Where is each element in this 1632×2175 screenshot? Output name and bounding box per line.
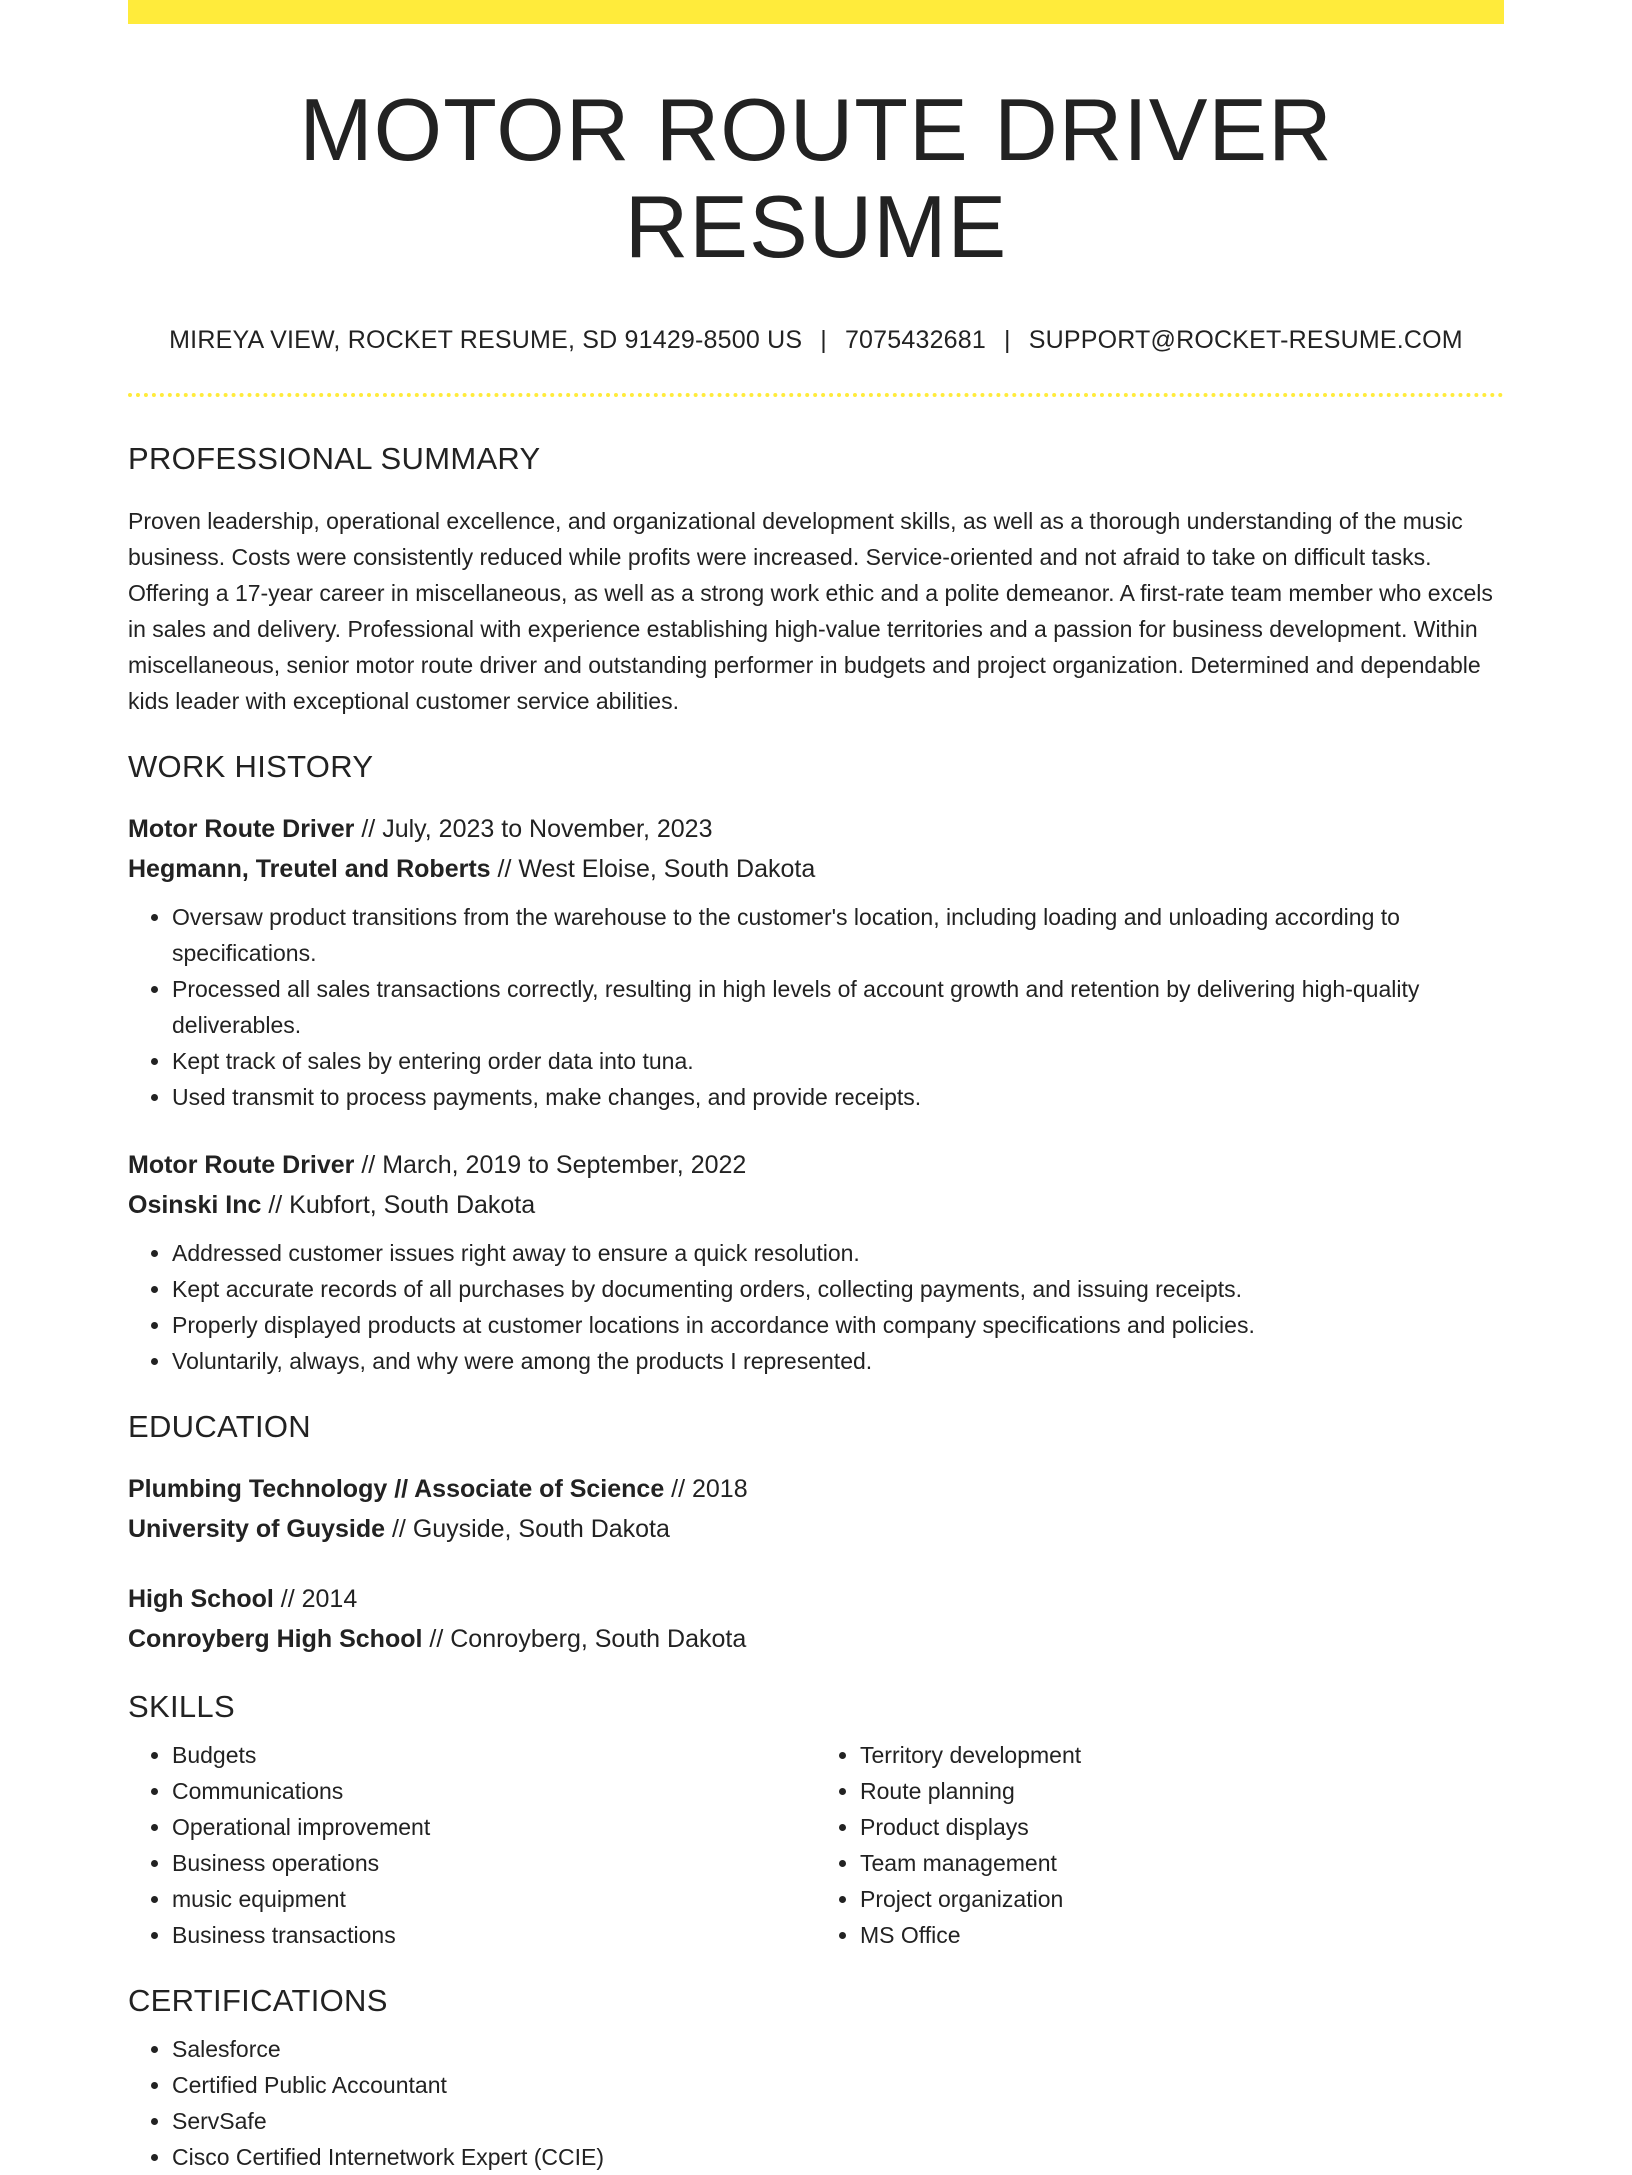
education-entry xyxy=(128,1579,1504,1659)
list-item: • Communications xyxy=(172,1773,816,1809)
accent-bar xyxy=(128,0,1504,24)
job-company: Hegmann, Treutel and Roberts xyxy=(128,854,491,883)
list-item: • Addressed customer issues right away to ensure a quick resolution. xyxy=(172,1235,1504,1271)
list-item: • Route planning xyxy=(860,1773,1504,1809)
contact-phone: 7075432681 xyxy=(844,325,986,354)
summary-text: Proven leadership, operational excellence, and organizational development skills, as well as a thorough understanding of the music business. Costs were consistently reduced while profits were increased. Service-oriented and not afraid to take on difficult tasks. Offering a 17-year career in miscellaneous, as well as a strong work ethic and a polite demeanor. A first-rate team member who excels in sales and delivery. Professional with experience establishing high-value territories and a passion for business development. Within miscellaneous, senior motor route driver and outstanding performer in budgets and project organization. Determined and dependable kids leader with exceptional customer service abilities. xyxy=(128,507,1493,714)
list-item: • Used transmit to process payments, make changes, and provide receipts. xyxy=(172,1079,1504,1115)
contact-separator: | xyxy=(1004,325,1011,354)
job-entry xyxy=(128,1145,1504,1225)
education-degree: High School xyxy=(128,1584,274,1613)
list-item: • ServSafe xyxy=(172,2103,1504,2139)
contact-email[interactable]: SUPPORT@ROCKET-RESUME.COM xyxy=(1028,325,1463,354)
job-bullets xyxy=(128,899,1504,1115)
list-item: • Properly displayed products at customer locations in accordance with company specifications and policies. xyxy=(172,1307,1504,1343)
list-item: • Kept accurate records of all purchases by documenting orders, collecting payments, and issuing receipts. xyxy=(172,1271,1504,1307)
job-role: Motor Route Driver xyxy=(128,1150,355,1179)
education-school: Conroyberg High School xyxy=(128,1624,423,1653)
list-item: • Product displays xyxy=(860,1809,1504,1845)
certifications-list xyxy=(128,2031,1504,2175)
list-item: • Kept track of sales by entering order data into tuna. xyxy=(172,1043,1504,1079)
list-item: • music equipment xyxy=(172,1881,816,1917)
certifications-block xyxy=(128,2031,1504,2175)
list-item: • Processed all sales transactions correctly, resulting in high levels of account growth and retention by delivering high-quality deliverables. xyxy=(172,971,1504,1043)
job-location: // West Eloise, South Dakota xyxy=(490,854,816,883)
contact-line xyxy=(128,326,1504,355)
list-item: • Salesforce xyxy=(172,2031,1504,2067)
contact-separator: | xyxy=(820,325,827,354)
skills-heading: SKILLS xyxy=(128,1688,235,1724)
contact-address: MIREYA VIEW, ROCKET RESUME, SD 91429-8500 US xyxy=(169,325,803,354)
job-role: Motor Route Driver xyxy=(128,814,355,843)
list-item: • Cisco Certified Internetwork Expert (CCIE) xyxy=(172,2139,1504,2175)
resume-title: MOTOR ROUTE DRIVER RESUME xyxy=(299,80,1333,276)
list-item: • Territory development xyxy=(860,1737,1504,1773)
education-location: // Conroyberg, South Dakota xyxy=(422,1624,747,1653)
job-entry xyxy=(128,809,1504,889)
resume-page xyxy=(128,0,1504,2175)
list-item: • Project organization xyxy=(860,1881,1504,1917)
skills-columns xyxy=(128,1737,1504,1953)
list-item: • MS Office xyxy=(860,1917,1504,1953)
list-item: • Business transactions xyxy=(172,1917,816,1953)
education-degree: Plumbing Technology // Associate of Science xyxy=(128,1474,665,1503)
list-item: • Certified Public Accountant xyxy=(172,2067,1504,2103)
education-heading: EDUCATION xyxy=(128,1408,311,1444)
summary-heading: PROFESSIONAL SUMMARY xyxy=(128,440,541,476)
job-dates: // July, 2023 to November, 2023 xyxy=(354,814,713,843)
education-school: University of Guyside xyxy=(128,1514,386,1543)
job-location: // Kubfort, South Dakota xyxy=(261,1190,536,1219)
skills-right-list xyxy=(816,1737,1504,1953)
education-year: // 2018 xyxy=(664,1474,748,1503)
list-item: • Operational improvement xyxy=(172,1809,816,1845)
list-item: • Oversaw product transitions from the warehouse to the customer's location, including loading and unloading according to specifications. xyxy=(172,899,1504,971)
job-dates: // March, 2019 to September, 2022 xyxy=(354,1150,747,1179)
list-item: • Budgets xyxy=(172,1737,816,1773)
education-location: // Guyside, South Dakota xyxy=(385,1514,670,1543)
job-company: Osinski Inc xyxy=(128,1190,262,1219)
certifications-heading: CERTIFICATIONS xyxy=(128,1982,388,2018)
dotted-divider xyxy=(128,393,1504,397)
education-year: // 2014 xyxy=(273,1584,358,1613)
work-history-heading: WORK HISTORY xyxy=(128,748,374,784)
list-item: • Team management xyxy=(860,1845,1504,1881)
list-item: • Business operations xyxy=(172,1845,816,1881)
skills-left-list xyxy=(128,1737,816,1953)
education-entry xyxy=(128,1469,1504,1549)
list-item: • Voluntarily, always, and why were among the products I represented. xyxy=(172,1343,1504,1379)
job-bullets xyxy=(128,1235,1504,1379)
